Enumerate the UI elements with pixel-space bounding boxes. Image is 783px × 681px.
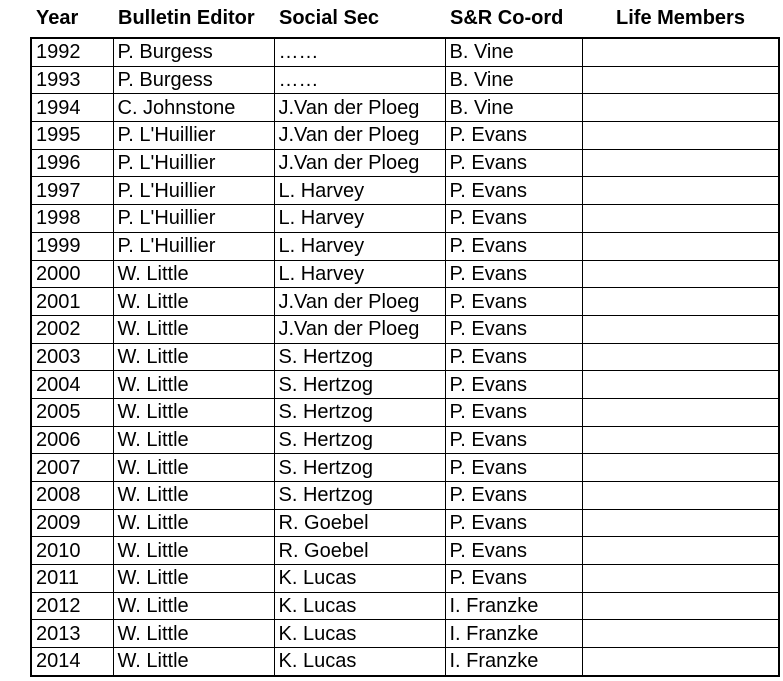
cell-bulletin-editor: W. Little (113, 620, 274, 648)
cell-sr-coord: P. Evans (445, 537, 582, 565)
table-row (31, 288, 779, 316)
cell-bulletin-editor: P. L'Huillier (113, 232, 274, 260)
office-bearers-table-container (30, 0, 778, 678)
cell-bulletin-editor: W. Little (113, 565, 274, 593)
cell-bulletin-editor: P. L'Huillier (113, 205, 274, 233)
cell-life-members (582, 509, 779, 537)
table-row (31, 648, 779, 676)
cell-social-sec: R. Goebel (274, 537, 445, 565)
table-row (31, 38, 779, 66)
table-row (31, 177, 779, 205)
cell-bulletin-editor: W. Little (113, 509, 274, 537)
cell-year: 1997 (31, 177, 113, 205)
cell-bulletin-editor: W. Little (113, 482, 274, 510)
cell-sr-coord: P. Evans (445, 232, 582, 260)
table-row (31, 315, 779, 343)
cell-year: 2014 (31, 648, 113, 676)
cell-social-sec: K. Lucas (274, 592, 445, 620)
cell-social-sec: S. Hertzog (274, 398, 445, 426)
column-header-life-members: Life Members (582, 0, 779, 38)
cell-life-members (582, 482, 779, 510)
table-row (31, 122, 779, 150)
cell-bulletin-editor: W. Little (113, 398, 274, 426)
cell-social-sec: L. Harvey (274, 260, 445, 288)
cell-year: 1995 (31, 122, 113, 150)
cell-year: 2002 (31, 315, 113, 343)
cell-year: 2013 (31, 620, 113, 648)
cell-sr-coord: P. Evans (445, 454, 582, 482)
cell-sr-coord: B. Vine (445, 66, 582, 94)
cell-life-members (582, 426, 779, 454)
cell-sr-coord: P. Evans (445, 482, 582, 510)
table-row (31, 398, 779, 426)
cell-bulletin-editor: C. Johnstone (113, 94, 274, 122)
cell-life-members (582, 260, 779, 288)
cell-social-sec: K. Lucas (274, 648, 445, 676)
cell-life-members (582, 66, 779, 94)
cell-social-sec: J.Van der Ploeg (274, 149, 445, 177)
cell-year: 2005 (31, 398, 113, 426)
table-row (31, 454, 779, 482)
cell-sr-coord: P. Evans (445, 177, 582, 205)
table-row (31, 66, 779, 94)
cell-year: 1998 (31, 205, 113, 233)
table-row (31, 205, 779, 233)
column-header-year: Year (31, 0, 113, 38)
cell-life-members (582, 122, 779, 150)
cell-bulletin-editor: P. L'Huillier (113, 149, 274, 177)
cell-year: 2000 (31, 260, 113, 288)
cell-social-sec: K. Lucas (274, 565, 445, 593)
cell-sr-coord: P. Evans (445, 288, 582, 316)
cell-social-sec: L. Harvey (274, 205, 445, 233)
cell-social-sec: S. Hertzog (274, 343, 445, 371)
cell-life-members (582, 454, 779, 482)
cell-social-sec: J.Van der Ploeg (274, 94, 445, 122)
cell-bulletin-editor: W. Little (113, 454, 274, 482)
cell-bulletin-editor: W. Little (113, 592, 274, 620)
cell-life-members (582, 648, 779, 676)
column-header-social-sec: Social Sec (274, 0, 445, 38)
cell-year: 1996 (31, 149, 113, 177)
cell-social-sec: K. Lucas (274, 620, 445, 648)
cell-bulletin-editor: W. Little (113, 648, 274, 676)
cell-life-members (582, 38, 779, 66)
cell-sr-coord: P. Evans (445, 260, 582, 288)
cell-sr-coord: B. Vine (445, 94, 582, 122)
table-row (31, 149, 779, 177)
cell-year: 2011 (31, 565, 113, 593)
cell-year: 1993 (31, 66, 113, 94)
cell-sr-coord: P. Evans (445, 371, 582, 399)
table-row (31, 509, 779, 537)
table-row (31, 94, 779, 122)
cell-year: 2010 (31, 537, 113, 565)
table-row (31, 592, 779, 620)
cell-year: 1994 (31, 94, 113, 122)
cell-bulletin-editor: W. Little (113, 426, 274, 454)
cell-social-sec: S. Hertzog (274, 426, 445, 454)
cell-life-members (582, 288, 779, 316)
cell-social-sec: J.Van der Ploeg (274, 122, 445, 150)
cell-social-sec: R. Goebel (274, 509, 445, 537)
table-row (31, 565, 779, 593)
column-header-sr-coord: S&R Co-ord (445, 0, 582, 38)
cell-bulletin-editor: W. Little (113, 315, 274, 343)
cell-year: 2004 (31, 371, 113, 399)
table-row (31, 371, 779, 399)
table-row (31, 260, 779, 288)
column-header-bulletin-editor: Bulletin Editor (113, 0, 274, 38)
table-row (31, 482, 779, 510)
header-row (31, 0, 779, 38)
cell-social-sec: S. Hertzog (274, 454, 445, 482)
cell-sr-coord: P. Evans (445, 343, 582, 371)
cell-sr-coord: P. Evans (445, 565, 582, 593)
cell-bulletin-editor: P. Burgess (113, 66, 274, 94)
cell-social-sec: J.Van der Ploeg (274, 315, 445, 343)
cell-life-members (582, 94, 779, 122)
cell-social-sec: L. Harvey (274, 177, 445, 205)
cell-sr-coord: P. Evans (445, 205, 582, 233)
cell-year: 1999 (31, 232, 113, 260)
office-bearers-table (30, 0, 780, 677)
cell-sr-coord: I. Franzke (445, 620, 582, 648)
cell-bulletin-editor: W. Little (113, 537, 274, 565)
table-row (31, 620, 779, 648)
cell-life-members (582, 315, 779, 343)
table-row (31, 537, 779, 565)
cell-life-members (582, 205, 779, 233)
cell-year: 2007 (31, 454, 113, 482)
cell-year: 2003 (31, 343, 113, 371)
cell-bulletin-editor: W. Little (113, 288, 274, 316)
cell-year: 2009 (31, 509, 113, 537)
cell-bulletin-editor: P. L'Huillier (113, 177, 274, 205)
cell-life-members (582, 537, 779, 565)
cell-life-members (582, 343, 779, 371)
cell-sr-coord: B. Vine (445, 38, 582, 66)
cell-sr-coord: P. Evans (445, 149, 582, 177)
cell-year: 2012 (31, 592, 113, 620)
cell-bulletin-editor: W. Little (113, 260, 274, 288)
cell-bulletin-editor: P. L'Huillier (113, 122, 274, 150)
cell-year: 1992 (31, 38, 113, 66)
table-header (31, 0, 779, 38)
cell-social-sec: …… (274, 38, 445, 66)
table-body (31, 38, 779, 676)
cell-sr-coord: P. Evans (445, 509, 582, 537)
cell-sr-coord: I. Franzke (445, 592, 582, 620)
cell-life-members (582, 565, 779, 593)
table-row (31, 343, 779, 371)
cell-year: 2006 (31, 426, 113, 454)
cell-social-sec: S. Hertzog (274, 482, 445, 510)
cell-sr-coord: P. Evans (445, 426, 582, 454)
cell-sr-coord: P. Evans (445, 398, 582, 426)
cell-life-members (582, 371, 779, 399)
table-row (31, 232, 779, 260)
cell-bulletin-editor: W. Little (113, 371, 274, 399)
cell-life-members (582, 149, 779, 177)
cell-sr-coord: I. Franzke (445, 648, 582, 676)
cell-bulletin-editor: W. Little (113, 343, 274, 371)
cell-life-members (582, 177, 779, 205)
cell-social-sec: S. Hertzog (274, 371, 445, 399)
cell-life-members (582, 592, 779, 620)
cell-sr-coord: P. Evans (445, 122, 582, 150)
cell-year: 2001 (31, 288, 113, 316)
cell-life-members (582, 232, 779, 260)
cell-social-sec: …… (274, 66, 445, 94)
cell-life-members (582, 398, 779, 426)
cell-social-sec: L. Harvey (274, 232, 445, 260)
cell-year: 2008 (31, 482, 113, 510)
cell-life-members (582, 620, 779, 648)
table-row (31, 426, 779, 454)
cell-social-sec: J.Van der Ploeg (274, 288, 445, 316)
cell-sr-coord: P. Evans (445, 315, 582, 343)
cell-bulletin-editor: P. Burgess (113, 38, 274, 66)
